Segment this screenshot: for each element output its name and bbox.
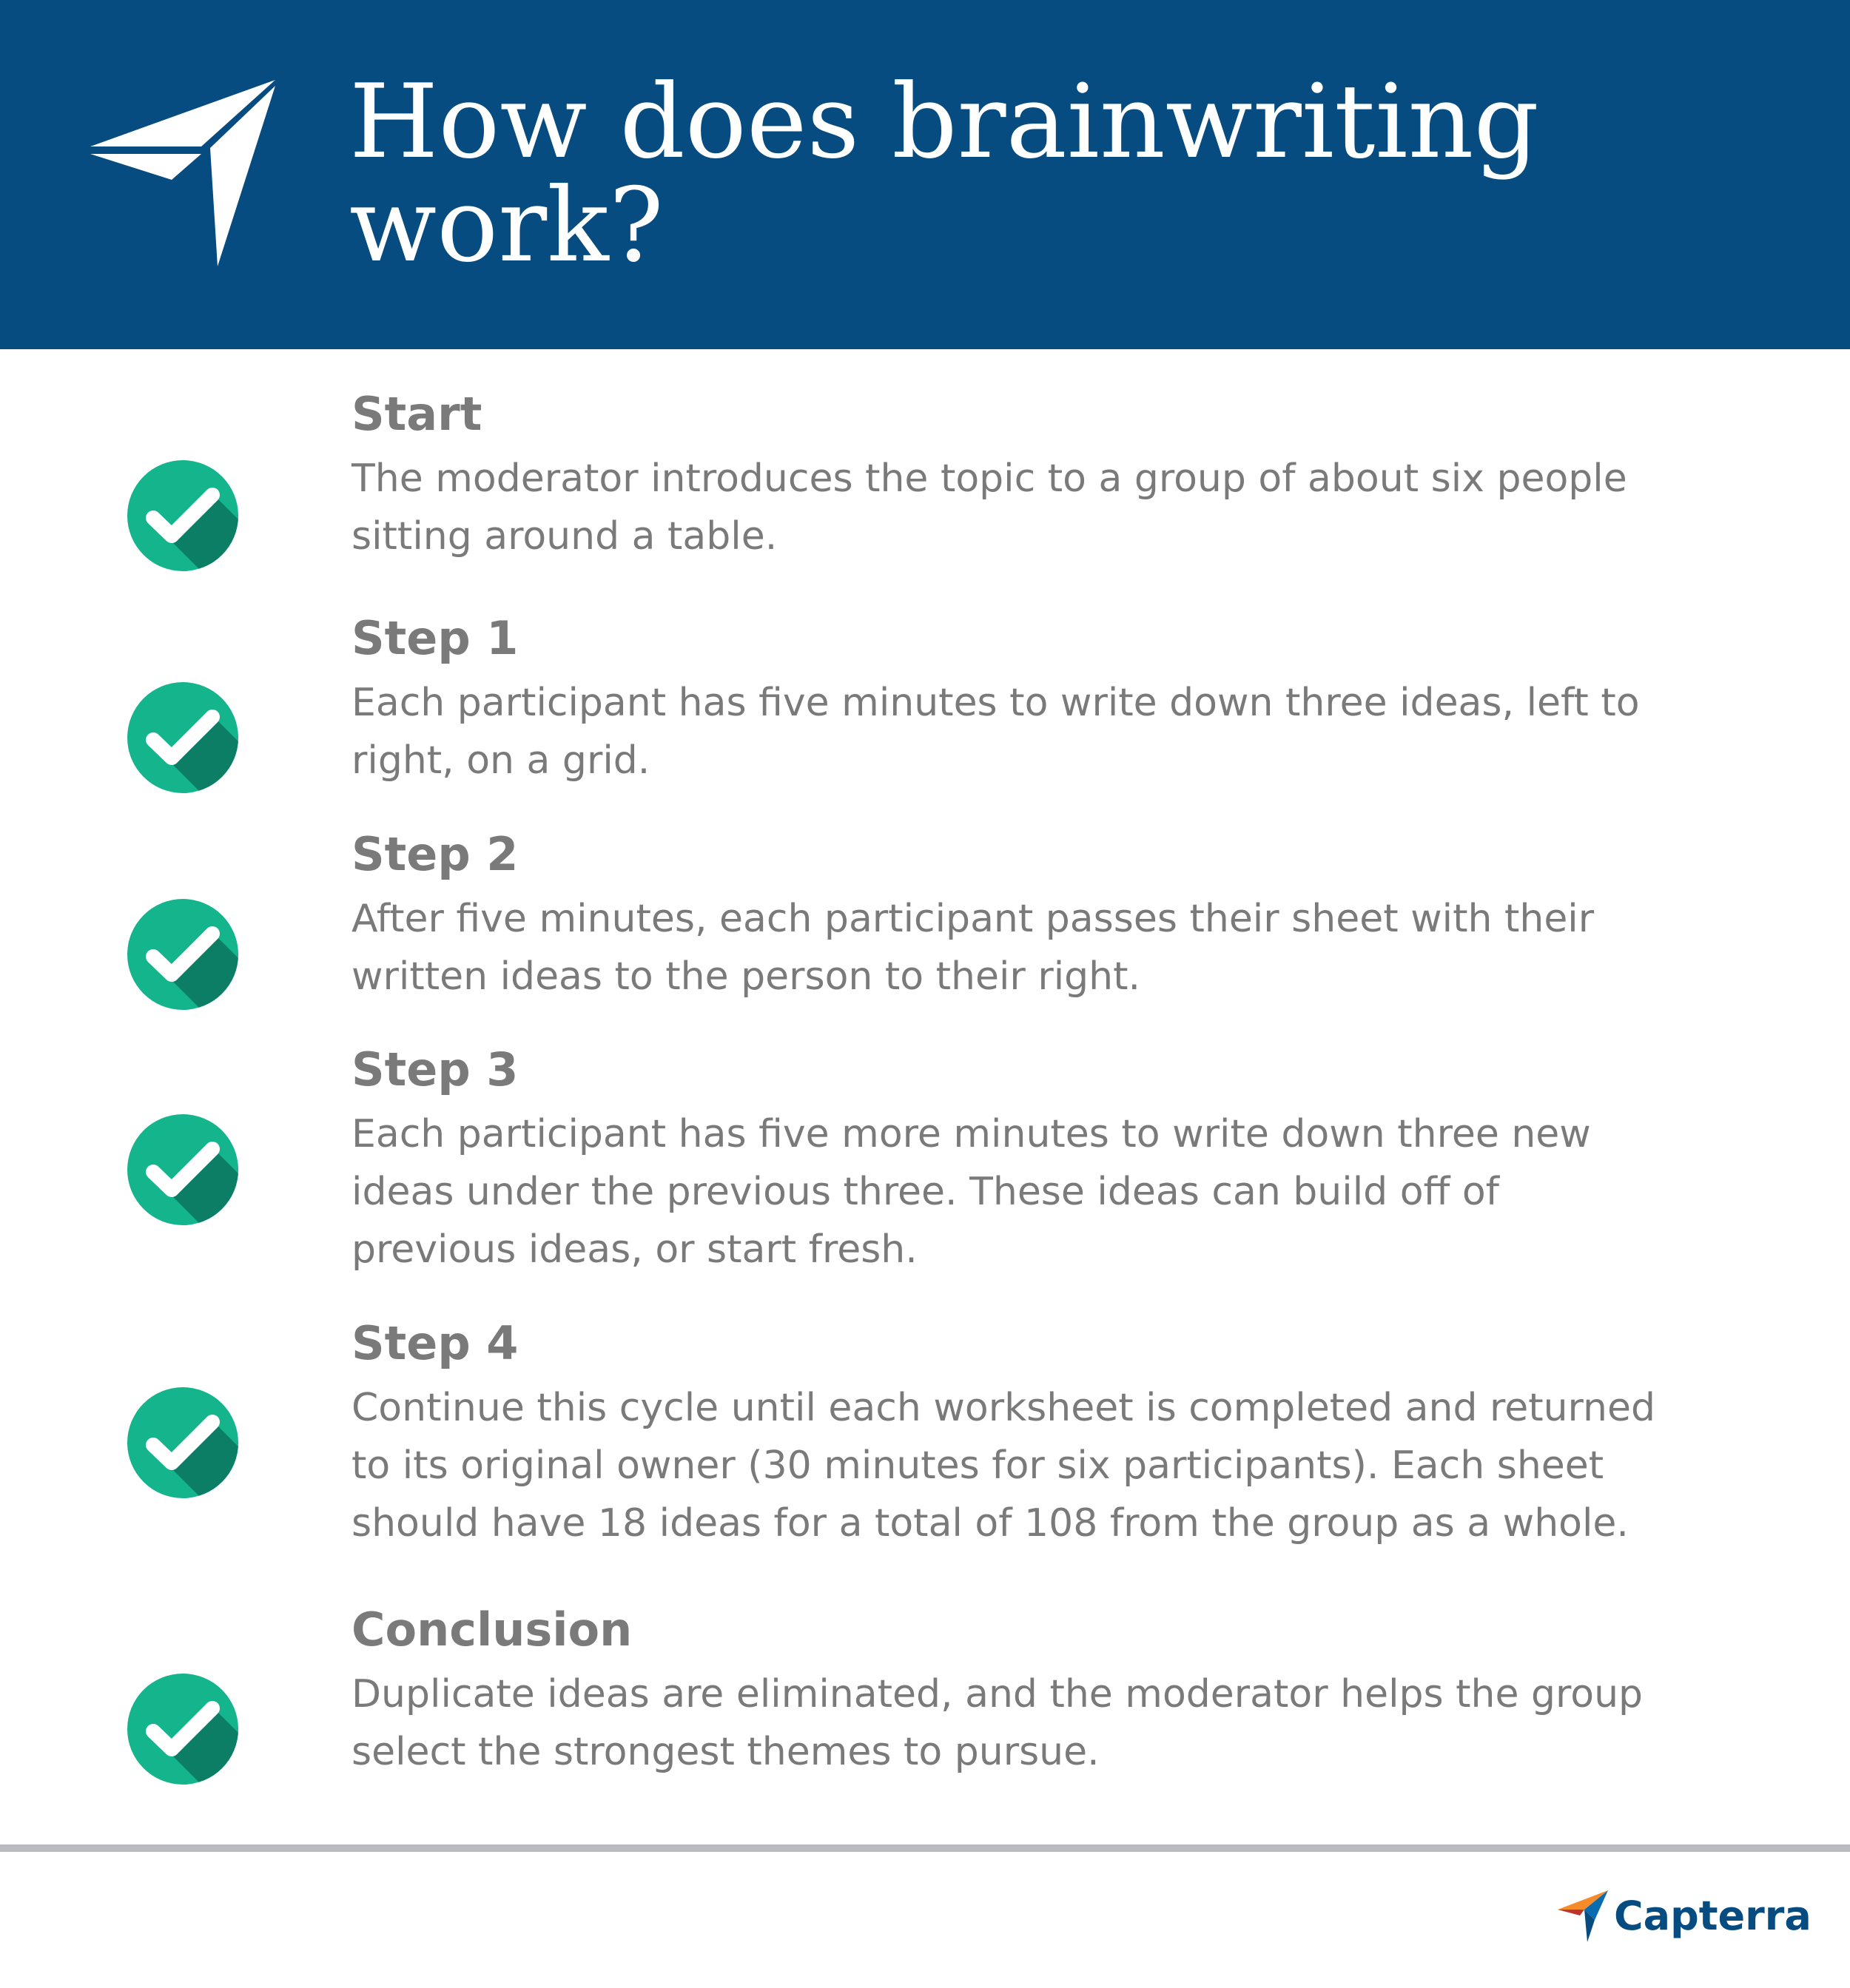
step-body-line: ideas under the previous three. These ideas can build off of	[352, 1170, 1499, 1214]
brand-name: Capterra	[1614, 1893, 1812, 1939]
capterra-logo-icon	[1558, 1890, 1608, 1942]
step-body	[352, 1105, 1684, 1278]
check-circle-icon	[127, 1674, 238, 1785]
step-heading: Start	[352, 387, 482, 441]
footer-divider	[0, 1844, 1850, 1852]
step-body	[352, 450, 1684, 565]
step-body	[352, 674, 1684, 789]
step-body-line: should have 18 ideas for a total of 108 from the group as a whole.	[352, 1501, 1629, 1546]
step-body-line: previous ideas, or start fresh.	[352, 1227, 918, 1272]
step-body-line: Continue this cycle until each worksheet is completed and returned	[352, 1386, 1655, 1430]
step-body-line: select the strongest themes to pursue.	[352, 1730, 1100, 1774]
paper-plane-icon	[90, 80, 275, 266]
check-circle-icon	[127, 682, 238, 793]
step-body-line: The moderator introduces the topic to a group of about six people	[352, 456, 1627, 501]
step-heading: Step 3	[352, 1042, 519, 1096]
step-body	[352, 1665, 1684, 1781]
page-title-line-2: work?	[349, 166, 664, 285]
check-circle-icon	[127, 899, 238, 1010]
step-body-line: Duplicate ideas are eliminated, and the moderator helps the group	[352, 1672, 1644, 1716]
page-title-line-1: How does brainwriting	[349, 62, 1539, 181]
step-body	[352, 1379, 1684, 1552]
step-heading: Step 4	[352, 1316, 519, 1370]
check-circle-icon	[127, 460, 238, 571]
step-heading: Step 1	[352, 611, 519, 665]
step-body-line: Each participant has five more minutes to write down three new	[352, 1112, 1591, 1156]
step-body-line: After five minutes, each participant passes their sheet with their	[352, 897, 1595, 941]
check-circle-icon	[127, 1114, 238, 1225]
step-heading: Step 2	[352, 827, 519, 881]
step-body-line: written ideas to the person to their right.	[352, 954, 1141, 999]
step-body	[352, 890, 1684, 1005]
header-banner	[0, 0, 1850, 349]
step-body-line: to its original owner (30 minutes for six participants). Each sheet	[352, 1443, 1604, 1488]
step-heading: Conclusion	[352, 1603, 633, 1657]
step-body-line: right, on a grid.	[352, 738, 650, 783]
page-title	[349, 62, 1800, 285]
capterra-logo	[1558, 1890, 1812, 1942]
step-body-line: sitting around a table.	[352, 514, 778, 559]
check-circle-icon	[127, 1387, 238, 1498]
step-body-line: Each participant has five minutes to write down three ideas, left to	[352, 681, 1640, 725]
